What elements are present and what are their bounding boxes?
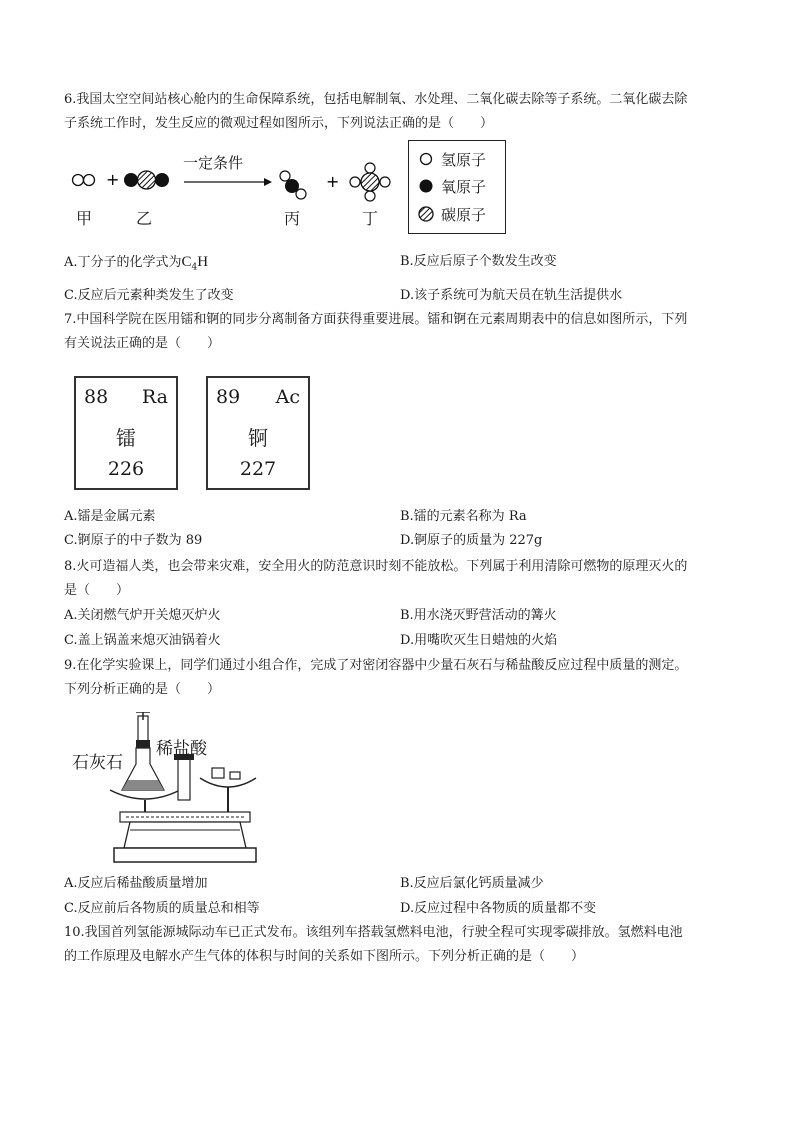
label-jia: 甲	[76, 209, 93, 228]
carbon-dioxide-molecule-icon	[124, 171, 169, 189]
q7-option-b[interactable]: B.镭的元素名称为 Ra	[400, 509, 527, 524]
q6-stem-line-1: 6.我国太空空间站核心舱内的生命保障系统，包括电解制氧、水处理、二氧化碳去除等子系统。二氧化碳去除	[64, 92, 688, 107]
label-bing: 丙	[284, 209, 301, 228]
q6-option-a[interactable]	[64, 252, 208, 278]
q6-option-a-formula: C	[181, 254, 192, 270]
element-symbol: Ac	[275, 386, 300, 408]
q7-option-a[interactable]: A.镭是金属元素	[64, 509, 156, 524]
element-name: 锕	[248, 426, 268, 450]
q10-stem-line-1: 10.我国首列氢能源城际动车已正式发布。该组列车搭载氢燃料电池，行驶全程可实现零碳排放。氢燃料电池	[64, 925, 683, 940]
element-mass: 227	[239, 458, 277, 480]
q8-option-b[interactable]: B.用水浇灭野营活动的篝火	[400, 608, 557, 623]
label-yi: 乙	[136, 209, 153, 228]
q6-option-d[interactable]: D.该子系统可为航天员在轨生活提供水	[400, 288, 623, 303]
svg-text:+: +	[106, 170, 120, 189]
q9-option-a[interactable]: A.反应后稀盐酸质量增加	[64, 876, 208, 891]
q6-option-b[interactable]: B.反应后原子个数发生改变	[400, 254, 557, 269]
methane-molecule-icon	[350, 163, 390, 201]
reaction-arrow	[184, 178, 272, 186]
hydrogen-molecule-icon	[73, 175, 95, 186]
element-number: 88	[84, 386, 109, 408]
q6-option-c[interactable]: C.反应后元素种类发生了改变	[64, 288, 234, 303]
q9-option-b[interactable]: B.反应后氯化钙质量减少	[400, 876, 544, 891]
element-mass: 226	[107, 458, 145, 480]
q9-option-d[interactable]: D.反应过程中各物质的质量都不变	[400, 901, 597, 916]
q10-stem-line-2: 的工作原理及电解水产生气体的体积与时间的关系如下图所示。下列分析正确的是（ ）	[64, 949, 585, 964]
q6-reaction-figure	[64, 140, 504, 240]
reaction-condition: 一定条件	[183, 154, 244, 172]
q8-stem-line-2: 是（ ）	[64, 583, 130, 598]
element-name: 镭	[116, 426, 136, 450]
q9-option-c[interactable]: C.反应前后各物质的质量总和相等	[64, 901, 260, 916]
q9-balance-figure	[70, 712, 270, 868]
q9-stem-line-1: 9.在化学实验课上，同学们通过小组合作，完成了对密闭容器中少量石灰石与稀盐酸反应过程中质量的测定。	[64, 658, 688, 673]
water-molecule-icon	[280, 171, 306, 199]
q8-option-c[interactable]: C.盖上锅盖来熄灭油锅着火	[64, 633, 221, 648]
element-card-radium	[74, 376, 178, 490]
svg-text:+: +	[326, 172, 340, 191]
q9-stem-line-2: 下列分析正确的是（ ）	[64, 682, 221, 697]
q7-option-d[interactable]: D.锕原子的质量为 227g	[400, 533, 543, 548]
q6-option-a-text: A.丁分子的化学式为	[64, 255, 182, 270]
q6-option-a-formula-h: H	[197, 254, 209, 270]
q7-option-c[interactable]: C.锕原子的中子数为 89	[64, 533, 203, 548]
label-dilute-hcl: 稀盐酸	[156, 739, 207, 759]
atom-legend	[408, 140, 506, 234]
q8-option-d[interactable]: D.用嘴吹灭生日蜡烛的火焰	[400, 633, 558, 648]
legend-hydrogen: 氢原子	[441, 151, 487, 169]
q7-stem-line-2: 有关说法正确的是（ ）	[64, 336, 221, 351]
q6-option-a-subscript: 4	[191, 262, 198, 273]
label-limestone: 石灰石	[72, 753, 123, 773]
q7-stem-line-1: 7.中国科学院在医用镭和锕的同步分离制备方面获得重要进展。镭和锕在元素周期表中的信息如图所示，下列	[64, 312, 688, 327]
q8-stem-line-1: 8.火可造福人类，也会带来灾难，安全用火的防范意识时刻不能放松。下列属于利用清除可燃物的原理灭火的	[64, 559, 688, 574]
q8-option-a[interactable]: A.关闭燃气炉开关熄灭炉火	[64, 608, 221, 623]
q6-stem-line-2: 子系统工作时，发生反应的微观过程如图所示，下列说法正确的是（ ）	[64, 116, 494, 131]
legend-carbon: 碳原子	[441, 206, 487, 224]
legend-oxygen: 氧原子	[441, 178, 487, 196]
element-symbol: Ra	[141, 386, 168, 408]
legend-icons	[417, 141, 437, 233]
element-number: 89	[216, 386, 241, 408]
element-card-actinium	[206, 376, 310, 490]
label-ding: 丁	[362, 209, 379, 228]
